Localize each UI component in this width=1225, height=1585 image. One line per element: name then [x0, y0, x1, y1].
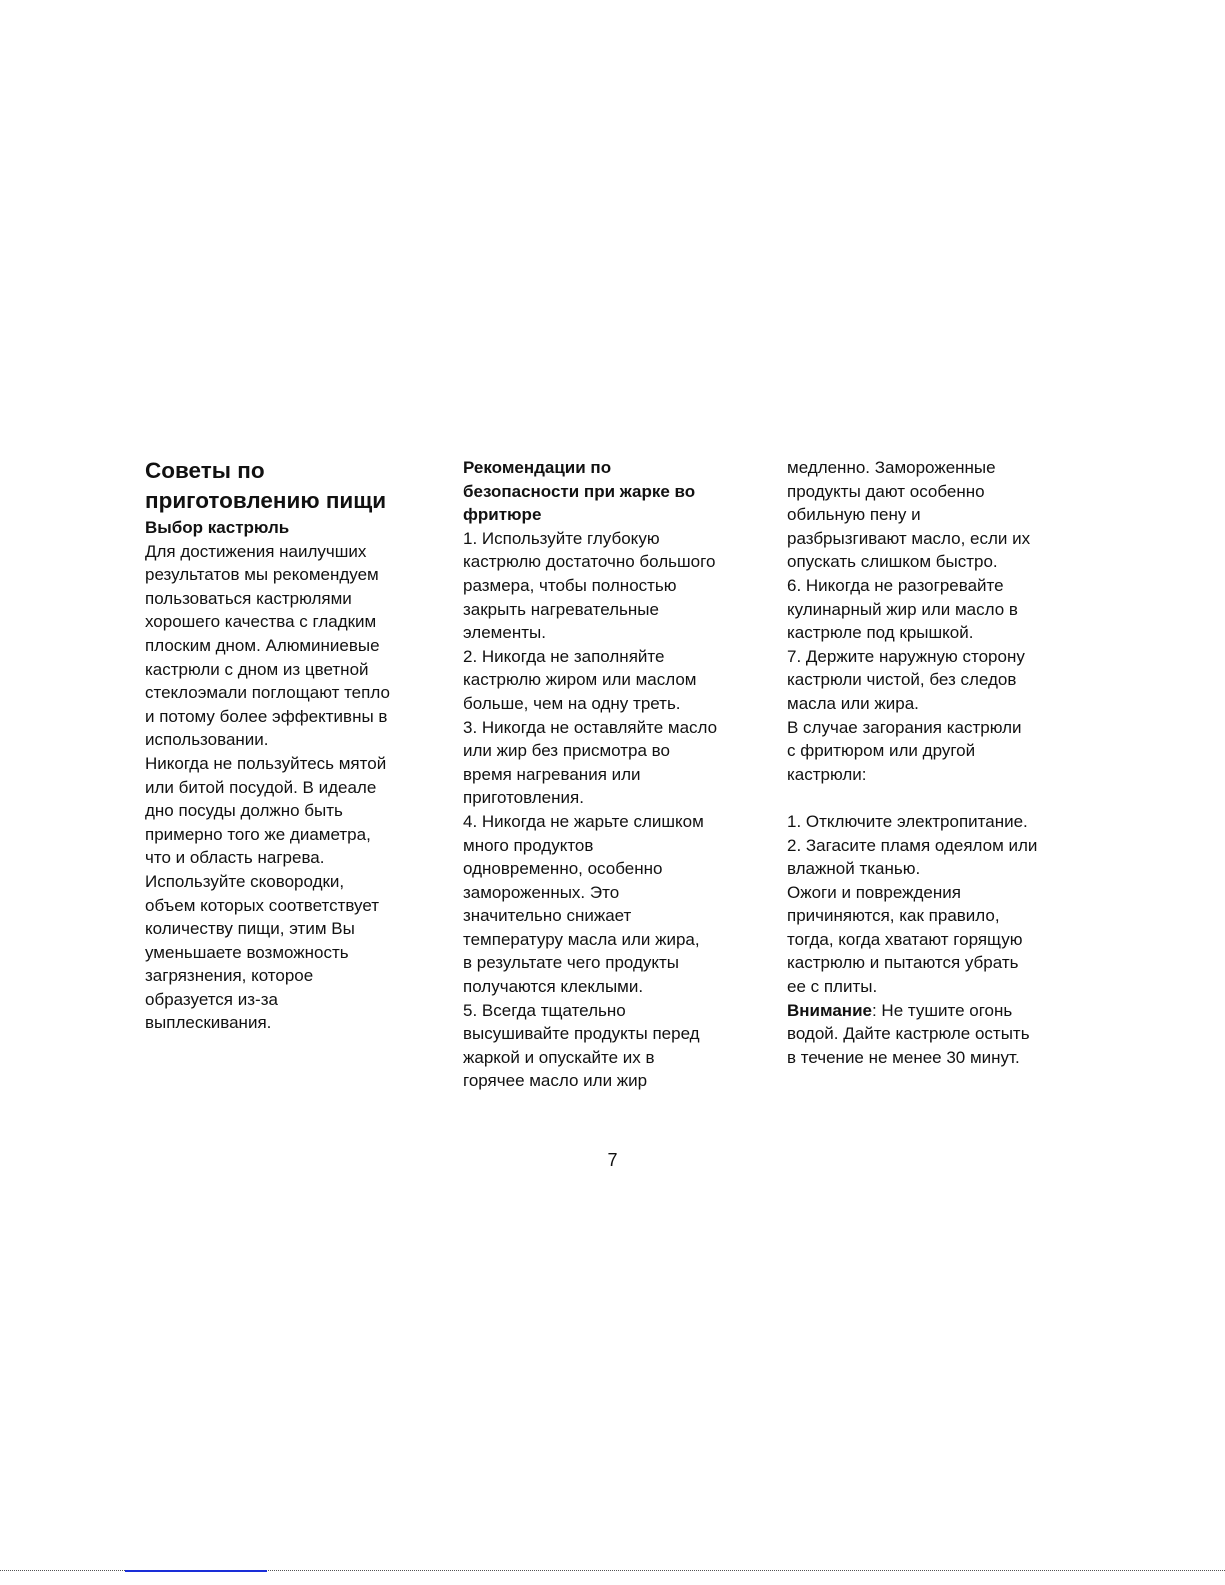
fire-step-2: 2. Загасите пламя одеялом или влажной тканью.	[787, 835, 1038, 879]
fire-step-1: 1. Отключите электропитание.	[787, 811, 1028, 831]
column-cooking-tips	[145, 456, 437, 1035]
safety-item-3: 3. Никогда не оставляйте масло или жир без присмотра во время нагревания или приготовления.	[463, 717, 718, 808]
safety-item-2: 2. Никогда не заполняйте кастрюлю жиром или маслом больше, чем на одну треть.	[463, 646, 697, 713]
section-heading-pan-selection: Выбор кастрюль	[145, 518, 290, 537]
safety-item-7: 7. Держите наружную сторону кастрюли чистой, без следов масла или жира.	[787, 646, 1025, 713]
warning-text: : Не тушите огонь водой. Дайте кастрюле остыть в течение не менее 30 минут.	[787, 1000, 1030, 1067]
burns-note: Ожоги и повреждения причиняются, как правило, тогда, когда хватают горящую кастрюлю и пытаются убрать ее с плиты.	[787, 882, 1023, 997]
safety-item-6: 6. Никогда не разогревайте кулинарный жир или масло в кастрюле под крышкой.	[787, 575, 1018, 643]
safety-item-1: 1. Используйте глубокую кастрюлю достаточно большого размера, чтобы полностью закрыть нагревательные элементы.	[463, 528, 716, 643]
column-fire-safety	[787, 456, 1087, 1069]
blank-line	[787, 786, 1087, 810]
safety-item-5: 5. Всегда тщательно высушивайте продукты перед жаркой и опускайте их в горячее масло или жир	[463, 1000, 700, 1091]
section-heading-frying-safety: Рекомендации по безопасности при жарке во фритюре	[463, 458, 696, 525]
page-number: 7	[607, 1150, 618, 1170]
fire-intro: В случае загорания кастрюли с фритюром или другой кастрюли:	[787, 717, 1022, 784]
paragraph-pan-size: Используйте сковородки, объем которых соответствует количеству пищи, этим Вы уменьшаете возможность загрязнения, которое образуется из-за выплескивания.	[145, 871, 380, 1033]
column-deep-frying-safety	[463, 456, 759, 1093]
paragraph-damaged-cookware: Никогда не пользуйтесь мятой или битой посудой. В идеале дно посуды должно быть примерно того же диаметра, что и область нагрева.	[145, 753, 387, 868]
warning-note	[787, 999, 1087, 1070]
warning-label: Внимание	[787, 1000, 872, 1020]
page-title: Советы по приготовлению пищи	[145, 458, 387, 513]
safety-item-5-continued: медленно. Замороженные продукты дают особенно обильную пену и разбрызгивают масло, если их опускать слишком быстро.	[787, 458, 1031, 572]
footer-accent-rule	[125, 1567, 267, 1572]
safety-item-4: 4. Никогда не жарьте слишком много продуктов одновременно, особенно замороженных. Это значительно снижает температуру масла или жира, в результате чего продукты получаются клеклыми.	[463, 811, 704, 997]
paragraph-pan-quality: Для достижения наилучших результатов мы рекомендуем пользоваться кастрюлями хорошего качества с гладким плоским дном. Алюминиевые кастрюли с дном из цветной стеклоэмали поглощают тепло и потому более эффективны в использовании.	[145, 541, 390, 750]
